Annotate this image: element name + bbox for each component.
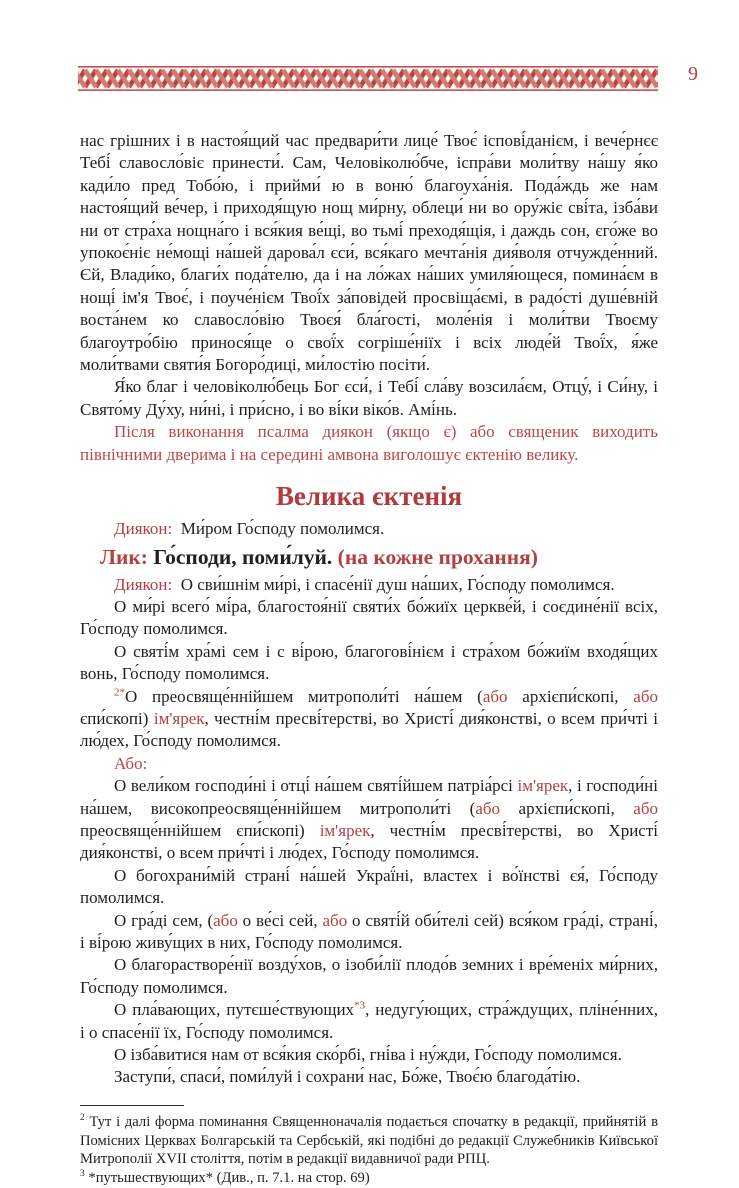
section-heading-great-litany bbox=[80, 480, 658, 512]
text-segment: Заступи́, спаси́, поми́луй і сохрани́ нас, Бо́же, Твоє́ю благода́тію. bbox=[114, 1067, 581, 1087]
text-segment: , честні́м пресві́терстві, во Христі́ дия́констві, о всем при́чті і лю́дех, Го́споду помолимся. bbox=[80, 820, 658, 863]
text-segment: ім'ярек bbox=[319, 820, 371, 840]
text-segment: Велика єктенія bbox=[275, 481, 463, 512]
footnote bbox=[80, 1113, 658, 1169]
text-segment: архієпи́скопі, bbox=[507, 686, 634, 706]
choir-response bbox=[80, 544, 658, 571]
text-segment: о ве́сі сей, bbox=[237, 910, 323, 930]
footnote bbox=[80, 1169, 658, 1188]
text-segment: О ізба́витися нам от вся́кия ско́рбі, гні́ва і ну́жди, Го́споду помолимся. bbox=[114, 1045, 622, 1065]
text-segment: О пла́вающих, путєше́ствующих bbox=[114, 1000, 355, 1020]
text-segment: , честні́м пресві́терстві, во Христі́ дия́констві, о всем при́чті і лю́дех, Го́споду помолимся. bbox=[80, 708, 658, 751]
petition-peace bbox=[80, 518, 658, 540]
petition-help-save bbox=[80, 1066, 658, 1088]
text-segment: або bbox=[482, 686, 508, 706]
text-segment: О благорастворе́нії возду́хов, о ізоби́лії плодо́в земних і вре́меніх ми́рних, Го́споду помолимся. bbox=[80, 955, 658, 997]
petition-seasons bbox=[80, 954, 658, 999]
petition-travelers bbox=[80, 999, 658, 1044]
petition-country bbox=[80, 865, 658, 910]
text-segment: о святі́й оби́телі сей) вся́ком гра́ді, страні́, і ві́рою живу́щих в них, Го́споду помолимся. bbox=[80, 910, 659, 952]
page-number: 9 bbox=[688, 63, 698, 85]
footnote-text: Тут і далі форма поминання Священноначалія подається спочатку в редакції, прийнятій в Помісних Церквах Болгарській та Сербській, які подібні до редакції Служебників Київської Митрополії XVII століття, потім в редакції видавничої ради РПЦ. bbox=[80, 1113, 658, 1168]
text-segment: Лик: bbox=[100, 544, 154, 569]
petition-city bbox=[80, 910, 658, 955]
text-segment: , недугу́ющих, стра́ждущих, пліне́нних, і о спасе́нії їх, Го́споду помолимся. bbox=[80, 1000, 658, 1042]
text-segment: преосвяще́ннійшем єпи́скопі) bbox=[80, 820, 320, 840]
rubric-or bbox=[80, 753, 658, 775]
braided-knot-border-graphic bbox=[78, 66, 658, 91]
petition-patriarch bbox=[80, 775, 658, 865]
petition-peace-of-world bbox=[80, 596, 658, 641]
text-segment: нас грішних і в настоя́щий час предвари́ти лице́ Твоє́ іспові́данієм, і вече́рнєє Тебі́ славосло́віє принести́. Сам, Человіколю́бче, іспра́ви моли́тву на́шу я́ко кади́ло пред Тобо́ю, і прийми́ ю в воню́ благоуха́нія. Пода́ждь же нам настоя́щий ве́чер, і приходя́щую нощ ми́рну, облеци́ ни во ору́жіє сві́та, ізба́ви ни от стра́ха нощна́го і вся́кия ве́щі, во тьмі́ преходя́щія, і даждь сон, єго́же во упокоє́ніє не́мощі на́шей дарова́л єси́, вся́каго мечта́нія дия́воля отчужде́нний. Єй, Влади́ко, благи́х пода́телю, да і на ло́жах на́ших умиля́ющеся, помина́єм в нощі́ ім'я Твоє́, і поуче́нієм Твої́х за́повідей просвіща́ємі, в радо́сті душе́вній воста́нем ко славосло́вію Твоєя́ бла́гості, моле́нія і моли́тви Твоєму благоутро́бію принося́ще о свої́х согріше́ніїх і всіх люде́й Твої́х, я́же моли́твами святи́я Богоро́диці, ми́лостію посіти́. bbox=[80, 131, 658, 375]
text-segment: О преосвяще́ннійшем митрополи́ті на́шем ( bbox=[125, 686, 483, 706]
text-segment: ім'ярек bbox=[517, 776, 569, 796]
ornamental-border bbox=[78, 66, 658, 91]
text-segment: О святі́м хра́мі сем і с ві́рою, благогові́нієм і стра́хом бо́жиїм входя́щих вонь, Го́споду помолимся. bbox=[80, 641, 658, 684]
text-segment: або bbox=[633, 798, 658, 818]
rubric-deacon-exit bbox=[80, 421, 658, 466]
footnote-separator bbox=[80, 1105, 184, 1106]
text-segment: О ми́рі всего́ мі́ра, благостоя́нії святи́х бо́жиїх церкве́й, і соєдине́нії всіх, Го́споду помолимся. bbox=[80, 596, 658, 639]
text-segment: Диякон: bbox=[114, 519, 173, 539]
paragraph-doxology bbox=[80, 376, 658, 421]
text-segment: О вели́ком господи́ні і отці́ на́шем святі́йшем патріа́рсі bbox=[114, 776, 518, 796]
petition-holy-temple bbox=[80, 641, 658, 686]
footnote-text: *путьшествующих* (Див., п. 7.1. на стор. 69) bbox=[84, 1170, 370, 1187]
text-segment: архієпи́скопі, bbox=[500, 798, 634, 818]
text-segment: Го́споди, поми́луй. bbox=[153, 544, 338, 569]
footnote-number: 2 bbox=[80, 1112, 85, 1123]
footnotes bbox=[80, 1113, 658, 1188]
text-segment: єпи́скопі) bbox=[80, 708, 154, 728]
text-segment: , і господи́ні на́шем, високопреосвяще́ннійшем митрополи́ті ( bbox=[80, 776, 659, 818]
text-segment: Диякон: bbox=[114, 574, 173, 594]
petition-metropolitan bbox=[80, 686, 658, 753]
petition-peace-from-above bbox=[80, 574, 658, 596]
text-segment: Або: bbox=[114, 753, 148, 773]
footnote-marker: *3 bbox=[354, 999, 366, 1012]
footnote-number: 3 bbox=[80, 1169, 85, 1180]
text-content bbox=[80, 130, 658, 1188]
petition-deliverance bbox=[80, 1044, 658, 1066]
text-segment: О гра́ді сем, ( bbox=[114, 910, 214, 930]
text-segment: або bbox=[475, 798, 501, 818]
text-segment: О богохрани́мій страні́ на́шей Украї́ні, властех і во́їнстві єя́, Го́споду помолимся. bbox=[80, 865, 658, 908]
text-segment: ім'ярек bbox=[153, 708, 205, 728]
text-segment: або bbox=[213, 910, 238, 930]
paragraph-vespers-prayer bbox=[80, 130, 658, 376]
text-segment: О сви́шнім ми́рі, і спасе́нії душ на́ших, Го́споду помолимся. bbox=[172, 574, 615, 594]
text-segment: Я́ко благ і человіколю́бець Бог єси́, і Тебі́ сла́ву возсила́єм, Отцу́, і Си́ну, і Свято́му Ду́ху, ни́ні, і при́сно, і во ві́ки віко́в. Амі́нь. bbox=[80, 377, 658, 419]
text-segment: або bbox=[322, 910, 348, 930]
footnote-marker: 2* bbox=[114, 685, 125, 698]
text-segment: (на кожне прохання) bbox=[337, 544, 538, 569]
text-segment: Після виконання псалма диякон (якщо є) або священик виходить північними дверима і на середині амвона виголошує єктенію велику. bbox=[80, 422, 658, 464]
text-segment: Ми́ром Го́споду помолимся. bbox=[172, 519, 385, 539]
text-segment: або bbox=[633, 686, 658, 706]
